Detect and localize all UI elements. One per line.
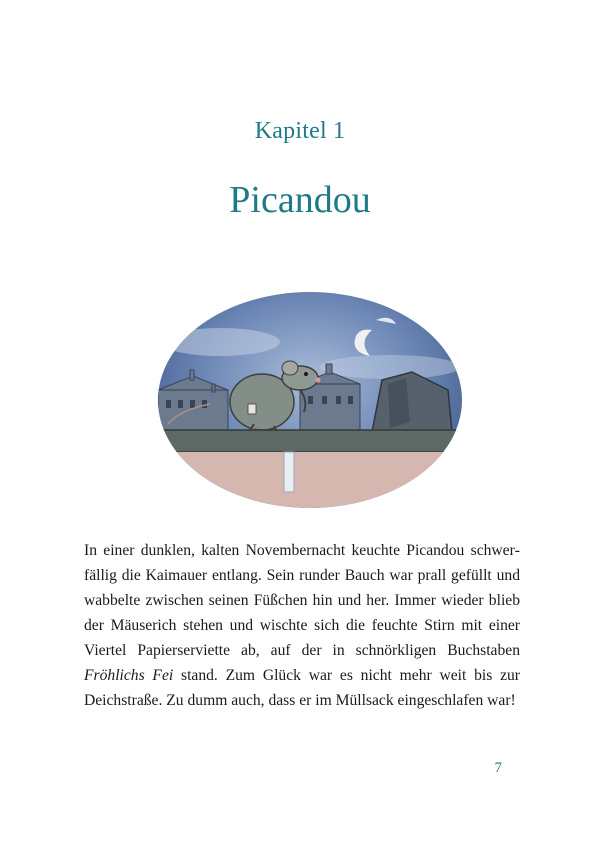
- paragraph-text-italic: Fröhlichs Fei: [84, 667, 174, 684]
- paragraph-text-end: stand. Zum Glück war es nicht mehr weit bis zur Deichstraße. Zu dumm auch, dass er im Müllsack eingeschlafen war!: [84, 667, 520, 709]
- chapter-title: Picandou: [229, 179, 371, 221]
- cloud: [320, 355, 460, 379]
- cloud: [160, 328, 280, 356]
- chapter-text: [84, 538, 520, 713]
- quay-wall-top: [150, 430, 470, 452]
- chapter-label: Kapitel 1: [254, 118, 346, 144]
- paragraph: [84, 538, 520, 713]
- page-number: 7: [494, 760, 502, 776]
- quay-wall-front: [150, 452, 470, 512]
- chapter-illustration: [150, 272, 470, 512]
- paragraph-text-start: In einer dunklen, kalten Novembernacht keuchte Picandou schwerfällig die Kaimauer entlang. Sein runder Bauch war prall gefüllt und wabbelte zwischen seinen Füßchen hin und her. Immer wieder blieb der Mäuserich stehen und wischte sich die feuchte Stirn mit einer Viertel Papierserviette ab, auf der in schnörkligen Buchstaben: [84, 542, 520, 659]
- illustration-svg: [150, 272, 470, 512]
